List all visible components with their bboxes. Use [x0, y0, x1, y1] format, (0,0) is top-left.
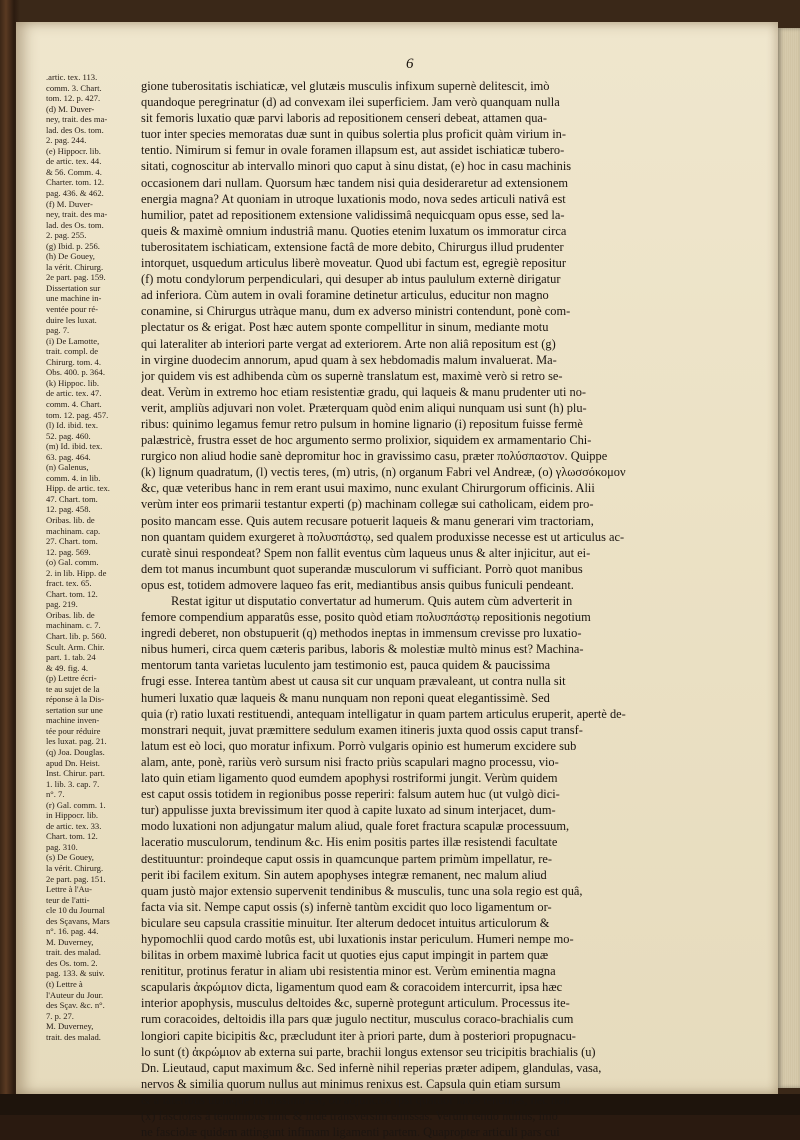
margin-note-line: comm. 3. Chart. [46, 82, 102, 93]
margin-note-line: 2. pag. 255. [46, 230, 87, 241]
margin-note-line: fract. tex. 65. [46, 578, 92, 589]
margin-note-line: l'Auteur du Jour. [46, 989, 104, 1000]
text-line: perit ibi facilem exitum. Sin autem apophyses integræ remanent, nec malum aliud [141, 867, 547, 882]
margin-note-line: trait. des malad. [46, 1031, 101, 1042]
body-text [141, 78, 763, 1140]
text-line: est caput ossis totidem in regionibus posse reperiri: falsum autem huc (ut vulgò dici- [141, 787, 560, 802]
text-line: occasionem dari nullam. Quorsum hæc tandem nisi quia desideraretur ad extensionem [141, 175, 569, 190]
margin-note-line: (e) Hippocr. lib. [46, 145, 101, 156]
margin-note-line: la vérit. Chirurg. [46, 261, 104, 272]
text-line: rurgico non aliud hodie sanè depromitur hoc in gravissimo casu, præter πολύσπαστον. Quippe [141, 449, 608, 464]
margin-note-line: lad. des Os. tom. [46, 219, 104, 230]
margin-note-line: (k) Hippoc. lib. [46, 377, 99, 388]
text-line: dem tot manus incumbunt quot superandæ musculorum vi sufficiant. Porrò quot manibus [141, 561, 583, 576]
text-line: jor quidem vis est adhibenda cùm os supernè translatum est, maximè verò si retro se- [141, 368, 563, 383]
text-line: biculare seu capsula crassitie minuitur. Iter alterum dedocet intuitus articulorum & [141, 915, 550, 930]
margin-note-line: 12. pag. 569. [46, 546, 91, 557]
margin-note-line: Scult. Arm. Chir. [46, 641, 105, 652]
margin-note-line: lad. des Os. tom. [46, 124, 104, 135]
text-line: ne fasciolæ quidem attingunt infimam ligamenti partem. Quapropter articuli pars cui [141, 1125, 560, 1140]
text-line: quam justò major extensio supervenit tendinibus & musculis, tunc una sola regio est quâ, [141, 883, 583, 898]
text-line: sit femoris luxatio quæ parvi laboris ad repositionem censeri debeat, attamen qua- [141, 111, 548, 126]
margin-note-line: cle 10 du Journal [46, 905, 105, 916]
margin-note-line: Inst. Chirur. part. [46, 768, 105, 779]
margin-note-line: (r) Gal. comm. 1. [46, 799, 106, 810]
text-line: plectatur os & erigat. Post hæc autem sponte compellitur in sinum, mediante motu [141, 320, 549, 335]
text-line: lo sunt (t) ἀκρώμιον ab externa sui parte, brachii longus extensor seu tricipitis brachialis (u) [141, 1044, 596, 1059]
text-line: &c, quæ veteribus hanc in rem erant usui maximo, nunc exulant Chirurgorum officinis. Alii [141, 481, 595, 496]
text-line: bilitas in orbem maximè lubrica facit ut quoties ejus caput impingit in partem quæ [141, 948, 549, 963]
text-line: qui lateraliter ab interiori parte vergat ad exteriorem. Arte non aliâ repositum est (g) [141, 336, 556, 351]
text-line: opus est, totidem admovere laqueo fas erit, mediantibus ansis quibus funiculi pendeant. [141, 577, 574, 592]
margin-note-line: sertation sur une [46, 704, 103, 715]
text-line: nibus humeri, circa quem cæteris paribus, laboris & molestiæ multò minus est? Machina- [141, 642, 584, 657]
margin-note-line: & 56. Comm. 4. [46, 166, 102, 177]
margin-note-line: Dissertation sur [46, 282, 101, 293]
text-line: laceratio musculorum, tendinum &c. His enim positis partes illæ resistendi facultate [141, 835, 558, 850]
text-line: (x) fasciolas à tendinibus hinc & inde transversim emissas. Verùm tendo nullus, imò [141, 1109, 558, 1123]
text-line: interior apophysis, musculus deltoides &c, supernè protegunt articulum. Processus ite- [141, 996, 570, 1011]
margin-note-line: de artic. tex. 47. [46, 388, 102, 399]
margin-note-line: Oribas. lib. de [46, 609, 95, 620]
margin-note-line: (l) Id. ibid. tex. [46, 420, 99, 431]
text-line: facta via sit. Nempe caput ossis (s) infernè tantùm excidit quo loco ligamentum or- [141, 899, 552, 914]
margin-note-line: n°. 7. [46, 789, 65, 800]
margin-note-line: 27. Chart. tom. [46, 536, 98, 547]
text-line: curatè sinui respondeat? Spem non fallit eventus cùm laqueus unus & alter injicitur, aut ei- [141, 545, 591, 560]
text-line: verùm inter eos primarii testantur experti (p) machinam collegæ sui catholicam, eidem pro- [141, 497, 594, 512]
margin-note-line: & 49. fig. 4. [46, 662, 89, 673]
margin-note-line: Chart. tom. 12. [46, 831, 98, 842]
margin-note-line: comm. 4. in lib. [46, 472, 101, 483]
margin-note-line: 2e part. pag. 159. [46, 272, 106, 283]
text-line: alam, ante, ponè, rariùs verò sursum nisi fracto priùs scapulari magno processu, vio- [141, 754, 559, 769]
text-line: Restat igitur ut disputatio convertatur ad humerum. Quis autem cùm adverterit in [171, 594, 573, 608]
margin-note-line: n°. 16. pag. 44. [46, 926, 99, 937]
margin-note-line: pag. 310. [46, 841, 78, 852]
margin-note-line: machinam. cap. [46, 525, 101, 536]
margin-note-line: (s) De Gouey, [46, 852, 94, 863]
margin-note-line: de artic. tex. 33. [46, 820, 102, 831]
text-line: quia (r) ratio luxati restituendi, antequam intelligatur in quam partem articulus eruperit, apertè de- [141, 706, 626, 721]
margin-note-line: 63. pag. 464. [46, 451, 91, 462]
margin-note-line: ney, trait. des ma- [46, 114, 108, 125]
text-line: queis & maximè omnium industriâ manu. Quoties etenim luxatum os immoratur circa [141, 223, 567, 238]
margin-note-line: teur de l'atti- [46, 894, 90, 905]
text-line: femore compendium apparatûs esse, posito quòd etiam πολυσπάστῳ repositionis negotium [141, 610, 591, 625]
margin-note-line: pag. 219. [46, 599, 78, 610]
margin-note-line: pag. 133. & suiv. [46, 968, 105, 979]
text-line: destituuntur: proindeque caput ossis in quamcunque partem primùm impellatur, re- [141, 851, 553, 866]
margin-note-line: 2e part. pag. 151. [46, 873, 106, 884]
margin-note-line: ney, trait. des ma- [46, 209, 108, 220]
margin-note-line: (n) Galenus, [46, 462, 89, 473]
margin-note-line: trait. compl. de [46, 346, 99, 357]
text-line: modo luxationi non adjungatur malum aliud, quale foret fractura scapulæ processuum, [141, 819, 570, 834]
margin-note-line: 7. p. 27. [46, 1010, 74, 1021]
text-line: rum coracoides, deltoidis illa pars quæ jugulo nectitur, musculus coraco-brachialis cum [141, 1012, 574, 1027]
margin-note-line: pag. 7. [46, 325, 70, 336]
text-line: scapularis ἀκρώμιον dicta, ligamentum quod eam & coracoidem intercurrit, ipsa hæc [141, 980, 563, 995]
margin-note-line: tom. 12. p. 427. [46, 93, 101, 104]
margin-note-line: M. Duverney, [46, 936, 94, 947]
text-line: tuberositatem ischiaticam, extensione factâ de more debito, Chirurgus illud prudenter [141, 239, 564, 254]
margin-note-line: (i) De Lamotte, [46, 335, 100, 346]
margin-note-line: de artic. tex. 44. [46, 156, 102, 167]
margin-note-line: 52. pag. 460. [46, 430, 91, 441]
margin-notes [46, 72, 138, 1042]
text-line: in virgine duodecim annorum, apud quam à sex hebdomadis malum invaluerat. Ma- [141, 352, 557, 367]
text-line: conamine, si Chirurgus utràque manu, dum ex adverso ministri contendunt, ponè com- [141, 304, 571, 319]
margin-note-line: (t) Lettre à [46, 979, 83, 990]
text-line: sitati, cognoscitur ab intervallo minori quo caput à sinu distat, (e) hoc in casu machinis [141, 159, 572, 174]
text-line: palæstricè, frustra esset de hoc argumento sermo prolixior, siquidem ex armamentario Chi- [141, 433, 592, 448]
margin-note-line: des Sçav. &c. n°. [46, 1000, 105, 1011]
text-line: (k) lignum quadratum, (l) vectis teres, (m) utris, (n) organum Fabri vel Andreæ, (o) γλωσσόκομον [141, 465, 626, 480]
text-line: quandoque peregrinatur (d) ad convexam ilei superficiem. Jam verò quanquam nulla [141, 95, 560, 110]
text-line: hypomochlii quod cardo motûs est, ubi luxationis instar periculum. Humeri nempe mo- [141, 931, 574, 946]
margin-note-line: machine inven- [46, 715, 100, 726]
text-line: tur) appulisse juxta brevissimum iter quod à capite luxato ad sinum interjacet, dum- [141, 803, 556, 818]
margin-note-line: (f) M. Duver- [46, 198, 93, 209]
margin-note-line: une machine in- [46, 293, 102, 304]
text-line: renititur, protinus feratur in aliam ubi resistentia minor est. Verùm eminentia magna [141, 964, 556, 979]
margin-note-line: Lettre à l'Au- [46, 884, 92, 895]
text-line: (f) motu condylorum perpendiculari, qui desuper ab intus paululum externè dirigatur [141, 272, 561, 287]
margin-note-line: tée pour réduire [46, 725, 101, 736]
margin-note-line: des Os. tom. 2. [46, 957, 98, 968]
text-line: ribus: quinimo legamus femur retro pulsum in homine lignario (i) repositum fuisse fermè [141, 416, 583, 431]
margin-note-line: (m) Id. ibid. tex. [46, 441, 103, 452]
margin-note-line: Chart. lib. p. 560. [46, 630, 107, 641]
text-line: humilior, patet ad repositionem extensione validissimâ nequicquam opus esse, sed la- [141, 207, 565, 222]
margin-note-line: in Hippocr. lib. [46, 810, 99, 821]
text-line: intorquet, usquedum articulus liberè moveatur. Quod ubi factum est, egregiè repositur [141, 256, 566, 271]
margin-note-line: (q) Joa. Douglas. [46, 747, 105, 757]
text-line: longiori capite bicipitis &c, præcludunt iter à priori parte, dum à posteriori propugnacu- [141, 1028, 576, 1043]
page-number: 6 [406, 56, 414, 72]
margin-note-line: (g) Ibid. p. 256. [46, 240, 100, 251]
margin-note-line: 47. Chart. tom. [46, 493, 98, 504]
margin-note-line: des Sçavans, Mars [46, 915, 110, 926]
text-line: frugi esse. Interea tantùm abest ut causa sit cur unquam prævaleant, ut contra nulla sit [141, 674, 566, 689]
text-line: ad inferiora. Cùm autem in ovali foramine detinetur articulus, educitur non magno [141, 288, 549, 303]
margin-note-line: 12. pag. 458. [46, 504, 91, 515]
text-line: Dn. Lieutaud, caput maximum &c. Sed infernè nihil reperias præter adipem, glandulas, vasa, [141, 1060, 602, 1075]
margin-note-line: (p) Lettre écri- [46, 673, 97, 684]
text-line: lato quin etiam ligamento quod eumdem apophysi rostriformi jungit. Verùm quidem [141, 771, 558, 786]
margin-note-line: (h) De Gouey, [46, 251, 95, 262]
text-line: tentio. Nimirum si femur in ovale foramen illapsum est, aut assidet ischiaticæ tubero- [141, 143, 565, 158]
margin-note-line: (d) M. Duver- [46, 103, 95, 114]
margin-note-line: (o) Gal. comm. [46, 557, 99, 568]
text-line: non quantam quidem exurgeret à πολυσπάστῳ, sed qualem produxisse necesse est ut articulus ac- [141, 529, 625, 544]
margin-note-line: 2. in lib. Hipp. de [46, 567, 107, 578]
margin-note-line: 2. pag. 244. [46, 135, 87, 146]
text-line: energia magna? At quoniam in utroque luxationis modo, nova sedes articuli nativâ est [141, 191, 566, 206]
margin-note-line: Charter. tom. 12. [46, 177, 104, 188]
margin-note-line: duire les luxat. [46, 314, 97, 325]
text-line: monstrari nequit, juvat præmittere sedulum examen itineris juxta quod ossis caput transf- [141, 722, 583, 737]
text-line: mentorum tanta varietas luculento jam testimonio est, pauca quidem & paucissima [141, 658, 551, 673]
page-edges [778, 28, 800, 1088]
margin-note-line: apud Dn. Heist. [46, 757, 100, 768]
text-line: humeri luxatio quæ laqueis & manu nunquam non reponi queat elegantissimè. Sed [141, 690, 550, 705]
margin-note-line: trait. des malad. [46, 947, 101, 958]
text-line: nervos & similia quorum nullus aut minimus renixus est. Capsula quin etiam sursum [141, 1076, 561, 1091]
margin-note-line: ventée pour ré- [46, 304, 99, 315]
margin-note-line: te au sujet de la [46, 683, 100, 694]
text-line: posito mancam esse. Quis autem recusare potuerit laqueis & manu generari vim tractoriam, [141, 513, 594, 528]
margin-note-line: pag. 436. & 462. [46, 188, 104, 199]
text-line: ingredi deberet, non obstupuerit (q) methodos ineptas in immensum crevisse pro luxatio- [141, 626, 582, 641]
margin-note-line: comm. 4. Chart. [46, 398, 102, 409]
margin-note-line: .artic. tex. 113. [46, 72, 98, 82]
margin-note-line: tom. 12. pag. 457. [46, 409, 109, 420]
margin-note-line: machinam. c. 7. [46, 620, 101, 631]
text-line: verit, ampliùs adjuvari non volet. Præterquam quòd enim aliqui nunquam usi sunt (h) plu- [141, 400, 587, 415]
margin-note-line: M. Duverney, [46, 1021, 94, 1032]
margin-note-line: les luxat. pag. 21. [46, 736, 107, 747]
margin-note-line: Obs. 400. p. 364. [46, 367, 105, 378]
margin-note-line: 1. lib. 3. cap. 7. [46, 778, 100, 789]
margin-note-line: la vérit. Chirurg. [46, 863, 104, 874]
text-line: tuor inter species memoratas duæ sunt in quibus solertia plus proficit quàm virium in- [141, 127, 566, 142]
margin-note-line: Hipp. de artic. tex. [46, 483, 110, 494]
text-line: gione tuberositatis ischiaticæ, vel glutæis musculis infixum supernè delitescit, imò [141, 79, 550, 93]
margin-note-line: Oribas. lib. de [46, 514, 95, 525]
margin-note-line: part. 1. tab. 24 [46, 652, 96, 663]
margin-note-line: Chart. tom. 12. [46, 588, 98, 599]
text-line: deat. Verùm in extremo hoc etiam resistentiæ gradu, qui laqueis & manu prudenter uti no- [141, 384, 587, 399]
text-line: latum est eò loci, quo moratur infixum. Porrò vulgaris opinio est humerum excidere sub [141, 738, 577, 753]
margin-note-line: réponse à la Dis- [46, 694, 104, 705]
text-line: & à lateribus utrinque firmissima est, ob adjunctos ipsi quatuor latos tendines, nec non [141, 1092, 570, 1107]
margin-note-line: Chirurg. tom. 4. [46, 356, 101, 367]
